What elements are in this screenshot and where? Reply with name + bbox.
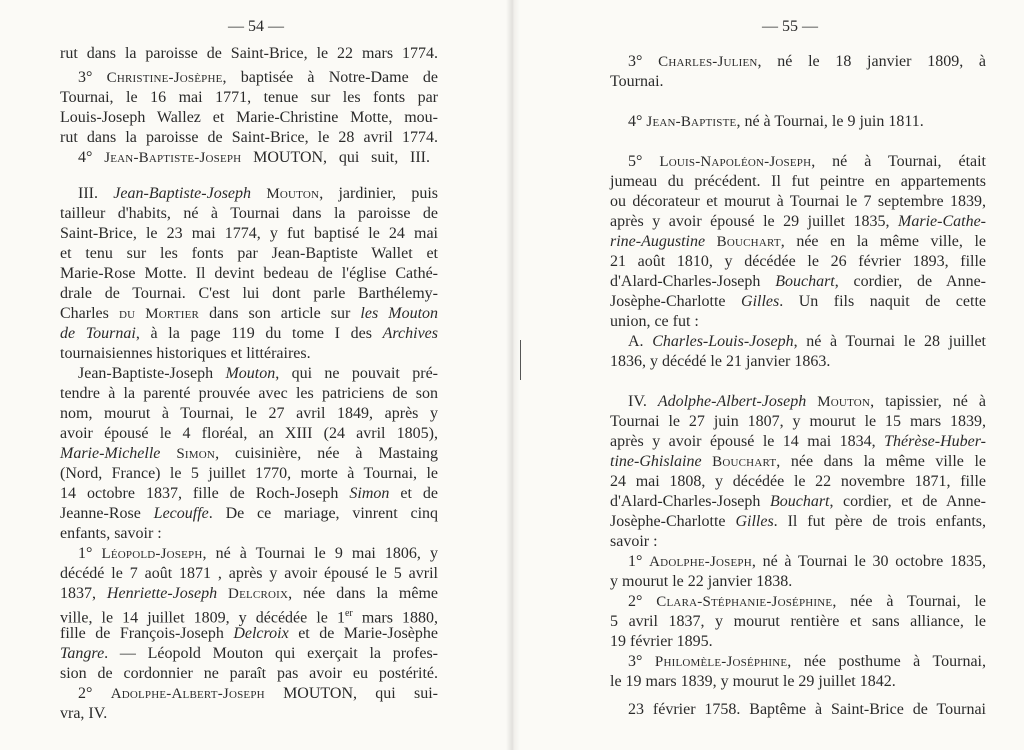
text-line: de Tournai, à la page 119 du tome I des Archives: [60, 325, 439, 342]
text-line: Charles du Mortier dans son article sur les Mouton: [60, 305, 439, 322]
text-line: rine-Augustine Bouchart, née en la même ville, le: [610, 233, 987, 250]
text-line: 23 février 1758. Baptême à Saint-Brice de Tournai: [628, 701, 986, 718]
text-line: A. Charles-Louis-Joseph, né à Tournai le 28 juillet: [628, 333, 986, 350]
text-line: jumeau du précédent. Il fut peintre en appartements: [610, 173, 986, 190]
text-line: nom, mourut à Tournai, le 27 avril 1849, après y: [60, 405, 438, 422]
text-line: 5° Louis-Napoléon-Joseph, né à Tournai, était: [628, 153, 987, 170]
text-line: 14 octobre 1837, fille de Roch-Joseph Simon et de: [60, 485, 438, 502]
text-line: drale de Tournai. C'est lui dont parle Barthélemy-: [60, 285, 438, 302]
text-line: tendre à la parenté prouvée avec les patriciens de son: [60, 385, 438, 402]
text-line: Jean-Baptiste-Joseph Mouton, qui ne pouvait pré-: [78, 365, 439, 382]
text-line: après y avoir épousé le 29 juillet 1835, Marie-Cathe-: [610, 213, 986, 230]
text-line: rut dans la paroisse de Saint-Brice, le 28 avril 1774.: [60, 129, 438, 146]
text-line: d'Alard-Charles-Joseph Bouchart, cordier, et de Anne-: [610, 493, 986, 510]
text-line: tailleur d'habits, né à Tournai dans la paroisse de: [60, 205, 438, 222]
text-line: 5 avril 1837, y mourut rentière et sans alliance, le: [610, 613, 986, 630]
text-line: Jeanne-Rose Lecouffe. De ce mariage, vinrent cinq: [60, 505, 439, 522]
text-line: 1836, y décédé le 21 janvier 1863.: [610, 353, 831, 370]
text-line: (Nord, France) le 5 juillet 1770, morte à Tournai, le: [60, 465, 438, 482]
text-line: le 19 mars 1839, y mourut le 29 juillet 1842.: [610, 673, 896, 690]
text-line: 1° Léopold-Joseph, né à Tournai le 9 mai 1806, y: [78, 545, 438, 562]
text-line: 24 mai 1808, y décédée le 22 novembre 1871, fille: [610, 473, 986, 490]
text-line: 4° Jean-Baptiste-Joseph MOUTON, qui suit, III.: [78, 149, 430, 166]
text-line: III. Jean-Baptiste-Joseph Mouton, jardinier, puis: [78, 185, 439, 202]
text-line: 2° Adolphe-Albert-Joseph MOUTON, qui sui-: [78, 685, 438, 702]
text-line: Marie-Michelle Simon, cuisinière, née à Mastaing: [60, 445, 439, 462]
page-number-left: — 54 —: [228, 18, 284, 35]
text-line: 19 février 1895.: [610, 633, 713, 650]
text-line: Louis-Joseph Wallez et Marie-Christine Motte, mou-: [60, 109, 438, 126]
text-line: vra, IV.: [60, 705, 108, 722]
text-line: 1° Adolphe-Joseph, né à Tournai le 30 octobre 1835,: [628, 553, 986, 570]
text-line: IV. Adolphe-Albert-Joseph Mouton, tapissier, né à: [628, 393, 986, 410]
text-line: Tournai, le 16 mai 1771, tenue sur les fonts par: [60, 89, 438, 106]
text-line: tournaisiennes historiques et littéraires.: [60, 345, 311, 362]
text-line: 3° Charles-Julien, né le 18 janvier 1809, à: [628, 53, 987, 70]
text-line: 3° Christine-Josèphe, baptisée à Notre-Dame de: [78, 69, 438, 86]
text-line: Josèphe-Charlotte Gilles. Un fils naquit de cette: [610, 293, 986, 310]
text-line: ville, le 14 juillet 1809, y décédée le 1er mars 1880,: [60, 608, 438, 627]
text-line: 21 août 1810, y décédée le 26 février 1893, fille: [610, 253, 986, 270]
text-line: d'Alard-Charles-Joseph Bouchart, cordier, de Anne-: [610, 273, 986, 290]
text-line: ou décorateur et mourut à Tournai le 7 septembre 1839,: [610, 193, 986, 210]
text-line: fille de François-Joseph Delcroix et de Marie-Josèphe: [60, 625, 438, 642]
text-line: après y avoir épousé le 14 mai 1834, Thérèse-Huber-: [610, 433, 986, 450]
text-line: sion de cordonnier ne paraît pas avoir eu postérité.: [60, 665, 438, 682]
right-page: [512, 0, 1024, 750]
text-line: 1837, Henriette-Joseph Delcroix, née dans la même: [60, 585, 438, 602]
text-line: Josèphe-Charlotte Gilles. Il fut père de trois enfants,: [610, 513, 987, 530]
text-line: Tangre. — Léopold Mouton qui exerçait la profes-: [60, 645, 438, 662]
text-line: tine-Ghislaine Bouchart, née dans la même ville le: [610, 453, 987, 470]
text-line: avoir épousé le 4 floréal, an XIII (24 avril 1805),: [60, 425, 438, 442]
text-line: Tournai.: [610, 73, 664, 90]
text-line: Tournai le 27 juin 1807, y mourut le 15 mars 1839,: [610, 413, 986, 430]
page-number-right: — 55 —: [762, 18, 818, 35]
text-line: enfants, savoir :: [60, 525, 162, 542]
text-line: union, ce fut :: [610, 313, 699, 330]
text-line: 4° Jean-Baptiste, né à Tournai, le 9 juin 1811.: [628, 113, 924, 130]
text-line: savoir :: [610, 533, 658, 550]
text-line: Marie-Rose Motte. Il devint bedeau de l'église Cathé-: [60, 265, 438, 282]
text-line: y mourut le 22 janvier 1838.: [610, 573, 793, 590]
text-line: 2° Clara-Stéphanie-Joséphine, née à Tournai, le: [628, 593, 987, 610]
text-line: décédé le 7 août 1871 , après y avoir épousé le 5 avril: [60, 565, 438, 582]
text-line: Saint-Brice, le 23 mai 1774, y fut baptisé le 24 mai: [60, 225, 438, 242]
text-line: et tenu sur les fonts par Jean-Baptiste Wallet et: [60, 245, 438, 262]
text-line: rut dans la paroisse de Saint-Brice, le 22 mars 1774.: [60, 45, 438, 62]
text-line: 3° Philomèle-Joséphine, née posthume à Tournai,: [628, 653, 987, 670]
